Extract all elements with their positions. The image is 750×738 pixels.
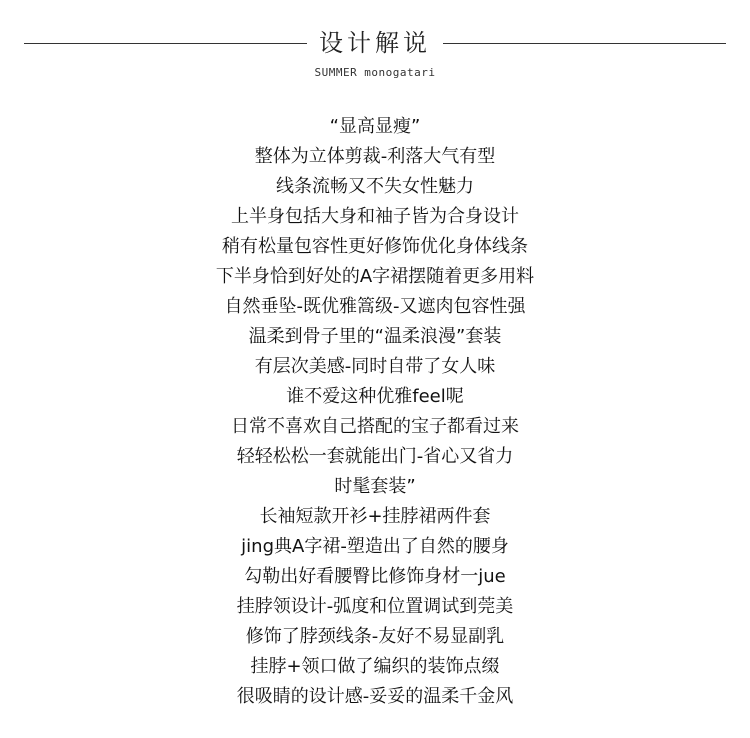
section-header: [0, 26, 750, 86]
description-line: 下半身恰到好处的A字裙摆随着更多用料: [215, 266, 535, 287]
description-line: 修饰了脖颈线条-友好不易显副乳: [245, 626, 505, 647]
description-line: 谁不爱这种优雅feel呢: [286, 386, 464, 407]
description-line: 长袖短款开衫+挂脖裙两件套: [259, 506, 491, 527]
description-line: 挂脖+领口做了编织的装饰点缀: [250, 656, 500, 677]
description-line: 线条流畅又不失女性魅力: [276, 176, 474, 197]
description-line: 整体为立体剪裁-利落大气有型: [254, 146, 496, 167]
description-line: 轻轻松松一套就能出门-省心又省力: [236, 446, 514, 467]
description-line: 上半身包括大身和袖子皆为合身设计: [231, 206, 519, 227]
description-line: 挂脖领设计-弧度和位置调试到莞美: [236, 596, 514, 617]
description-line: 有层次美感-同时自带了女人味: [254, 356, 496, 377]
description-line: 勾勒出好看腰臀比修饰身材一jue: [244, 566, 506, 587]
description-line: 时髦套装”: [334, 476, 416, 497]
description-lines: [0, 112, 750, 712]
description-line: 温柔到骨子里的“温柔浪漫”套装: [248, 326, 502, 347]
section-title: 设计解说: [319, 29, 431, 57]
description-line: 稍有松量包容性更好修饰优化身体线条: [222, 236, 528, 257]
description-line: jing典A字裙-塑造出了自然的腰身: [241, 536, 509, 557]
description-line: 日常不喜欢自己搭配的宝子都看过来: [231, 416, 519, 437]
description-line: “显高显瘦”: [329, 116, 421, 137]
description-line: 自然垂坠-既优雅篙级-又遮肉包容性强: [224, 296, 526, 317]
header-divider-right: [443, 43, 726, 44]
description-line: 很吸睛的设计感-妥妥的温柔千金风: [236, 686, 514, 707]
section-subtitle: SUMMER monogatari: [314, 66, 436, 79]
